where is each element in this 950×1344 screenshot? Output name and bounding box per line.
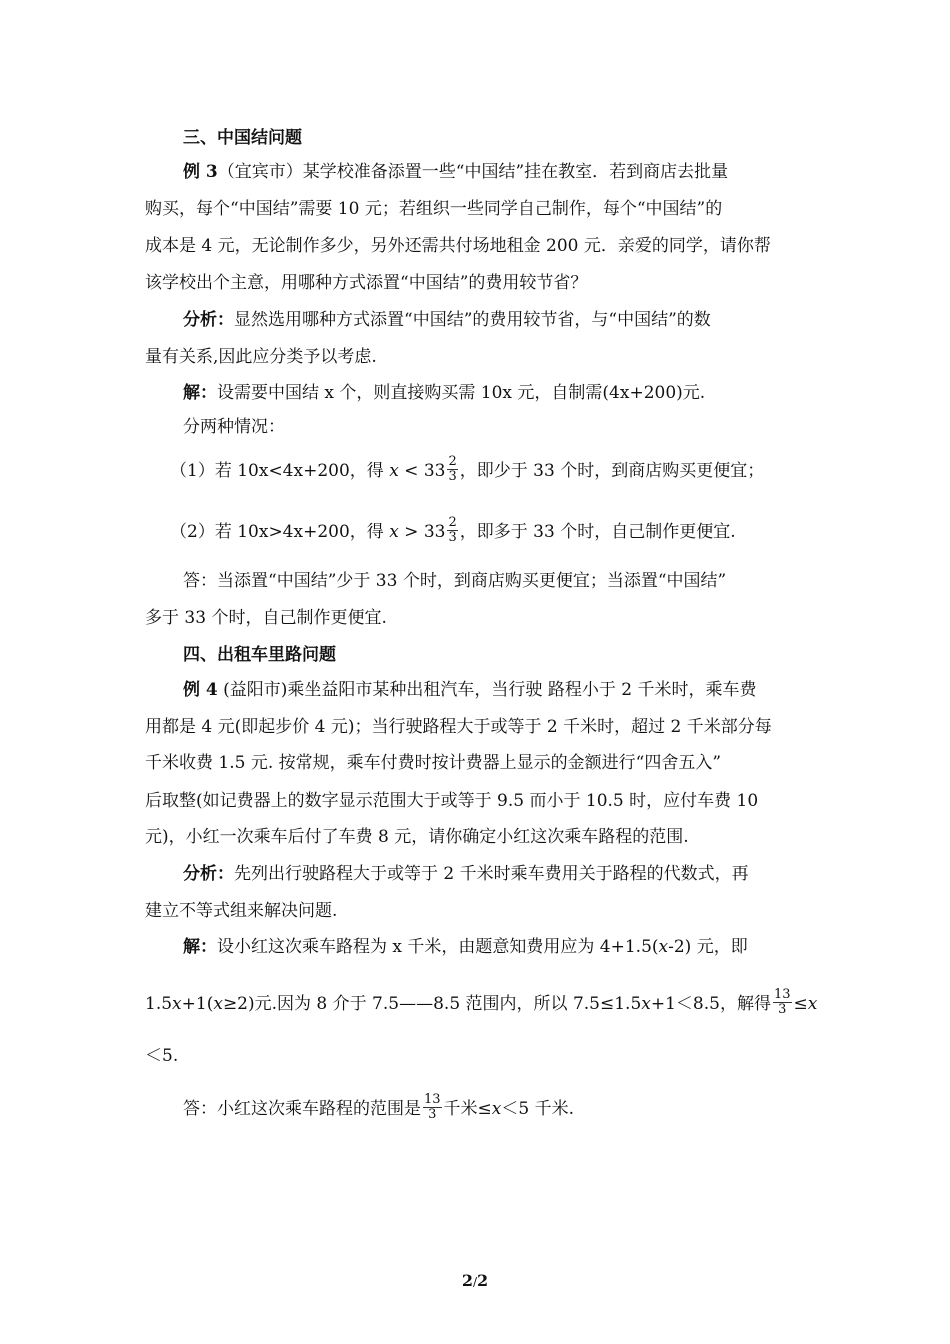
analysis3-line2: 量有关系,因此应分类予以考虑. (145, 347, 377, 367)
solution4-line3: ＜5. (145, 1046, 179, 1066)
fraction-two-thirds: $\frac{2}{3}$ (448, 454, 457, 484)
example3-line2: 购买，每个“中国结”需要 10 元；若组织一些同学自己制作，每个“中国结”的 (145, 199, 723, 219)
analysis4-line2: 建立不等式组来解决问题. (145, 901, 338, 921)
example4-line5: 元)，小红一次乘车后付了车费 8 元，请你确定小红这次乘车路程的范围. (145, 827, 689, 847)
example3-line1: 例 3（宜宾市）某学校准备添置一些“中国结”挂在教室．若到商店去批量 (183, 162, 729, 182)
fraction-thirteen-thirds: $\frac{13}{3}$ (773, 987, 791, 1017)
analysis3-line1: 分析：显然选用哪种方式添置“中国结”的费用较节省，与“中国结”的数 (183, 310, 711, 330)
example4-line1: 例 4 (益阳市)乘坐益阳市某种出租汽车，当行驶 路程小于 2 千米时，乘车费 (183, 680, 757, 700)
solution3-label: 解： (183, 383, 217, 403)
answer3-line1: 答：当添置“中国结”少于 33 个时，到商店购买更便宜；当添置“中国结” (183, 571, 727, 591)
analysis4-line1: 分析：先列出行驶路程大于或等于 2 千米时乘车费用关于路程的代数式，再 (183, 864, 749, 884)
answer4-line: 答：小红这次乘车路程的范围是 $\frac{13}{3}$ 千米≤x＜5 千米. (183, 1092, 575, 1122)
example4-line2: 用都是 4 元(即起步价 4 元)；当行驶路程大于或等于 2 千米时，超过 2 千米部分每 (145, 717, 772, 737)
section4-heading: 四、出租车里路问题 (183, 645, 336, 665)
example4-label: 例 4 (183, 680, 218, 700)
case2-line: （2）若 10x>4x+200，得 x > 33 $\frac{2}{3}$ ，即多于 33 个时，自己制作更便宜. (170, 515, 736, 545)
section3-heading: 三、中国结问题 (183, 128, 302, 148)
example4-line4: 后取整(如记费器上的数字显示范围大于或等于 9.5 而小于 10.5 时，应付车费 10 (145, 791, 759, 811)
example3-line4: 该学校出个主意，用哪种方式添置“中国结”的费用较节省？ (145, 273, 588, 293)
case1-line: （1）若 10x<4x+200，得 x < 33 $\frac{2}{3}$ ，即少于 33 个时，到商店购买更便宜； (170, 454, 765, 484)
solution4-label: 解： (183, 937, 217, 957)
solution3-line: 解：设需要中国结 x 个，则直接购买需 10x 元，自制需(4x+200)元. (183, 383, 706, 403)
fraction-thirteen-thirds: $\frac{13}{3}$ (424, 1092, 441, 1122)
page-number: 2/2 (461, 1271, 489, 1290)
analysis4-label: 分析： (183, 864, 234, 884)
example4-line3: 千米收费 1.5 元. 按常规，乘车付费时按计费器上显示的金额进行“四舍五入” (145, 753, 722, 773)
answer3-line2: 多于 33 个时，自己制作更便宜. (145, 608, 387, 628)
analysis3-label: 分析： (183, 310, 234, 330)
fraction-two-thirds: $\frac{2}{3}$ (448, 515, 457, 545)
example3-label: 例 3 (183, 162, 218, 182)
example3-line3: 成本是 4 元，无论制作多少，另外还需共付场地租金 200 元．亲爱的同学，请你帮 (145, 236, 771, 256)
cases-intro: 分两种情况： (183, 417, 285, 437)
solution4-line1: 解：设小红这次乘车路程为 x 千米，由题意知费用应为 4+1.5(x-2) 元，即 (183, 937, 748, 957)
solution4-line2: 1.5x+1(x≥2)元.因为 8 介于 7.5——8.5 范围内，所以 7.5≤1.5x+1＜8.5，解得 $\frac{13}{3}$ ≤x (145, 987, 818, 1017)
